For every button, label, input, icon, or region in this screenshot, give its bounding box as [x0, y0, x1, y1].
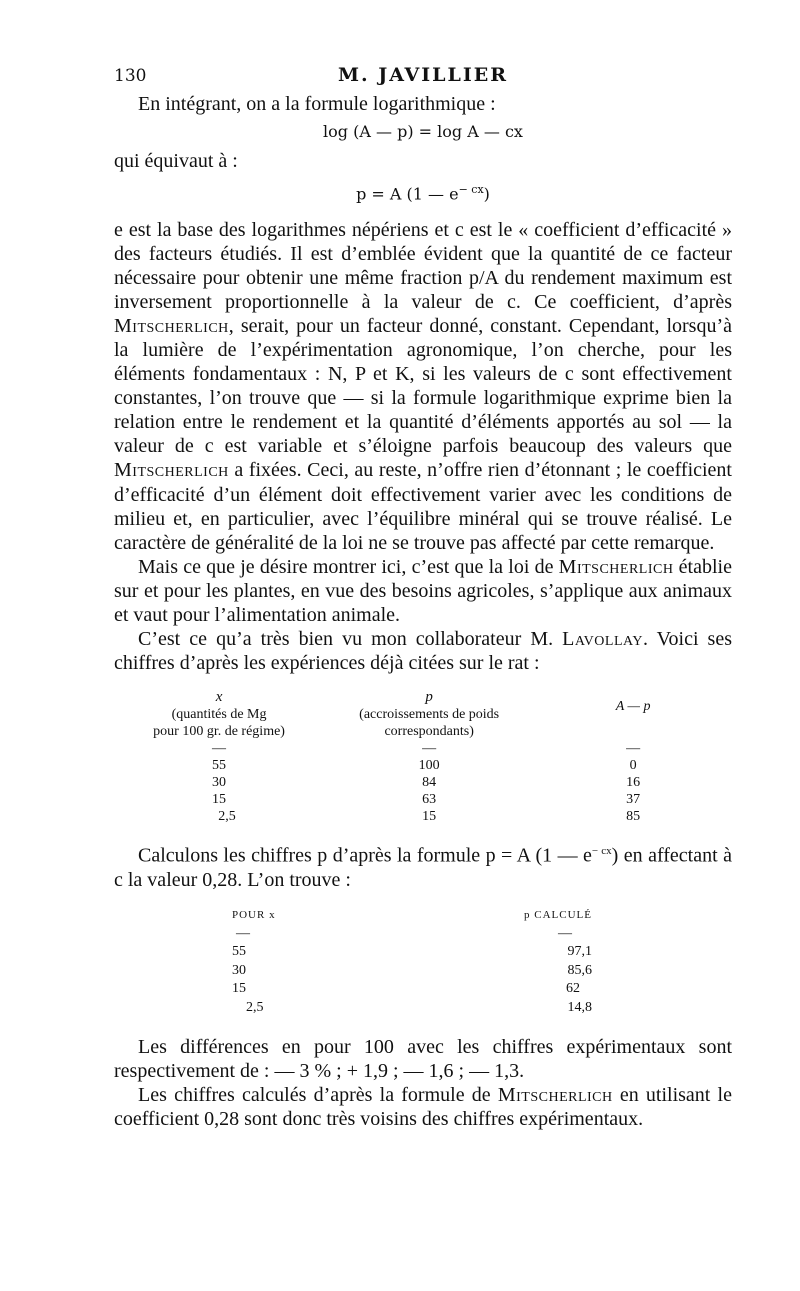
- paragraph-lavollay-part2: . Voici ses chiffres d’après les expériences déjà citées sur le rat :: [114, 628, 733, 675]
- paragraph-conclusion-part1: Les chiffres calculés d’après la formule de: [138, 1084, 498, 1107]
- table-cell-p: 100: [418, 758, 440, 774]
- table-row: [232, 943, 592, 962]
- table-cell-x: 30: [212, 775, 227, 791]
- calc-cell-p: 85,6: [567, 962, 592, 978]
- table-cell-a-minus-p: 37: [626, 792, 641, 808]
- author-name-mitscherlich: Mitscherlich: [114, 314, 229, 337]
- page-number: 130: [114, 66, 147, 86]
- paragraph-coefficient-part2: , serait, pour un facteur donné, constant. Cependant, lorsqu’à la lumière de l’expérimentation agronomique, l’on cherche, pour les éléments fondamentaux : N, P et K, si les valeurs de c sont effectivement constantes, l’on trouve que — si la formule logarithmique exprime bien la relation entre le rendement et la quantité d’éléments apportés au sol — la valeur de c est variable et s’éloigne parfois beaucoup des valeurs que: [114, 314, 732, 458]
- paragraph-animals-part2: établie sur et pour les plantes, en vue des besoins agricoles, s’applique aux animaux et vaut pour l’alimentation animale.: [114, 555, 732, 627]
- table-row: [114, 791, 732, 808]
- formula-exp: [114, 183, 732, 203]
- table-dash: —: [422, 741, 437, 757]
- paragraph-coefficient: [114, 218, 732, 555]
- author-name-mitscherlich: Mitscherlich: [558, 555, 674, 578]
- formula-exp-exponent: − cx: [458, 183, 484, 197]
- calc-cell-p: 14,8: [567, 999, 592, 1015]
- table-header-desc-row-2: [114, 723, 732, 740]
- calc-dash-row: [232, 925, 592, 944]
- table-cell-x: 55: [212, 758, 227, 774]
- table-row: [114, 757, 732, 774]
- table-cell-a-minus-p: 16: [626, 775, 641, 791]
- table-cell-p: 15: [422, 809, 437, 825]
- paragraph-calculate-exponent: − cx: [591, 845, 612, 858]
- paragraph-intro: En intégrant, on a la formule logarithmique :: [138, 93, 496, 115]
- table-dash: —: [626, 741, 641, 757]
- paragraph-calculate-part2: ) en affectant à c la valeur 0,28. L’on trouve :: [114, 844, 732, 892]
- paragraph-coefficient-part3: a fixées. Ceci, au reste, n’offre rien d’étonnant ; le coefficient d’efficacité d’un élément doit effectivement varier avec les conditions de milieu et, en particulier, avec l’équilibre minéral qui se trouve réalisé. Le caractère de généralité de la loi ne se trouve pas affecté par cette remarque.: [114, 459, 732, 554]
- page-header: [114, 62, 732, 92]
- table-row: [232, 980, 592, 999]
- calc-cell-p: 97,1: [567, 944, 592, 960]
- calculated-table: [232, 906, 592, 1017]
- table-cell-p: 84: [422, 775, 437, 791]
- experimental-table: [114, 689, 732, 825]
- author-name-mitscherlich: Mitscherlich: [114, 459, 229, 482]
- calc-header-p: p CALCULÉ: [524, 909, 592, 922]
- author-name-lavollay: Lavollay: [562, 628, 643, 651]
- calc-cell-x: 15: [232, 981, 246, 997]
- paragraph-coefficient-part1: e est la base des logarithmes népériens et c est le « coefficient d’efficacité » des facteurs étudiés. Il est d’emblée évident que la quantité de ce facteur nécessaire pour obtenir une même fraction p/A du rendement maximum est inversement proportionnelle à la valeur de c. Ce coefficient, d’après: [114, 218, 732, 313]
- table-cell-a-minus-p: 85: [626, 809, 641, 825]
- table-header-x: x: [215, 689, 223, 706]
- author-name-mitscherlich: Mitscherlich: [497, 1084, 613, 1107]
- table-header-p: p: [425, 689, 433, 706]
- formula-exp-close: ): [483, 184, 490, 204]
- table-header-a-minus-p: A — p: [615, 698, 651, 714]
- table-row: [114, 808, 732, 825]
- table-cell-a-minus-p: 0: [629, 758, 637, 774]
- calc-header-row: [232, 906, 592, 925]
- table-header-empty: [534, 723, 732, 740]
- paragraph-calculate-part1: Calculons les chiffres p d’après la formule p = A (1 — e: [138, 844, 592, 867]
- table-header-x-desc-2: pour 100 gr. de régime): [153, 724, 285, 740]
- paragraph-animals: [114, 555, 732, 627]
- paragraph-conclusion-part2: en utilisant le coefficient 0,28 sont donc très voisins des chiffres expérimentaux.: [114, 1084, 732, 1131]
- table-row: [114, 774, 732, 791]
- table-header-var-row: [114, 689, 732, 706]
- table-header-p-desc: (accroissements de poids: [359, 707, 500, 723]
- calc-cell-x: 30: [232, 962, 246, 978]
- table-header-p-desc-2: correspondants): [384, 724, 474, 740]
- table-cell-x: 2,5: [218, 809, 236, 825]
- calc-cell-p: 62: [566, 981, 580, 997]
- table-dash: —: [212, 741, 227, 757]
- calc-cell-x: 2,5: [246, 999, 264, 1015]
- calc-cell-x: 55: [232, 944, 246, 960]
- formula-log: log (A — p) = log A — cx: [323, 122, 523, 142]
- paragraph-differences: Les différences en pour 100 avec les chiffres expérimentaux sont respectivement de : — 3 % ; + 1,9 ; — 1,6 ; — 1,3.: [114, 1036, 732, 1083]
- calc-header-x: POUR x: [232, 909, 276, 922]
- paragraph-conclusion: [114, 1083, 732, 1131]
- calc-dash: —: [236, 925, 250, 941]
- running-head: M. JAVILLIER: [337, 64, 509, 86]
- table-header-x-desc: (quantités de Mg: [171, 707, 267, 723]
- table-row: [232, 999, 592, 1018]
- paragraph-calculate: [114, 839, 732, 892]
- paragraph-equivalent: qui équivaut à :: [114, 150, 238, 173]
- table-dash-row: [114, 740, 732, 757]
- table-cell-p: 63: [422, 792, 437, 808]
- table-row: [232, 962, 592, 981]
- page: [114, 62, 732, 1132]
- paragraph-lavollay-part1: C’est ce qu’a très bien vu mon collaborateur M.: [138, 628, 563, 651]
- table-cell-x: 15: [212, 792, 227, 808]
- paragraph-animals-part1: Mais ce que je désire montrer ici, c’est que la loi de: [138, 555, 559, 578]
- formula-exp-main: p = A (1 — e: [356, 184, 459, 204]
- paragraph-lavollay: [114, 627, 732, 675]
- calc-dash: —: [558, 925, 572, 941]
